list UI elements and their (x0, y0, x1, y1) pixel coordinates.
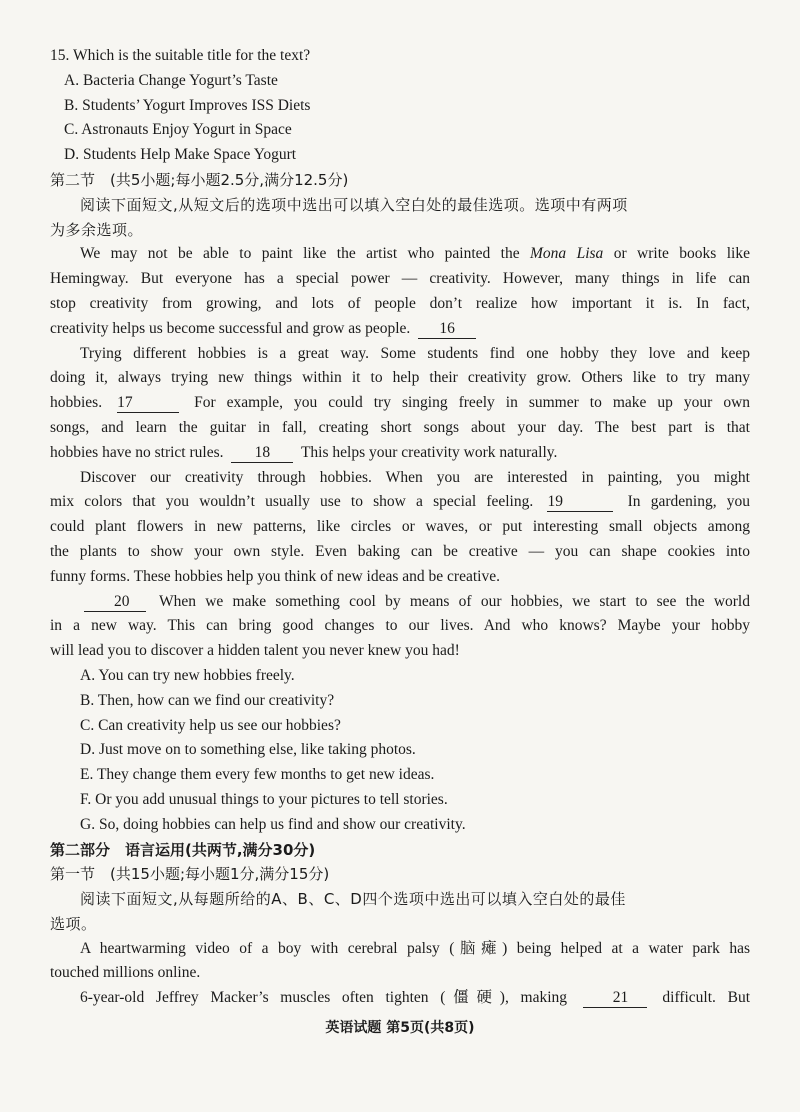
section2-option-c: C. Can creativity help us see our hobbies? (80, 716, 341, 734)
passage-p2-line3 (50, 391, 750, 416)
section2-heading: 第二节 (共5小题;每小题2.5分,满分12.5分) (50, 170, 349, 189)
passage-p4-line2: in a new way. This can bring good changes to our lives. And who knows? Maybe your hobby (50, 617, 750, 635)
passage-p3-line2 (50, 490, 750, 515)
blank-17: 17 (117, 394, 179, 413)
passage-p3-line4: the plants to show your own style. Even baking can be creative — you can shape cookies into (50, 542, 750, 560)
passage-p3-line1: Discover our creativity through hobbies. When you are interested in painting, you might (80, 468, 750, 486)
blank-19: 19 (547, 493, 613, 512)
cloze-p1-line1: A heartwarming video of a boy with cerebral palsy (脑瘫) being helped at a water park has (80, 939, 750, 957)
section2-option-f: F. Or you add unusual things to your pictures to tell stories. (80, 790, 448, 808)
part2-instruction-line1: 阅读下面短文,从每题所给的A、B、C、D四个选项中选出可以填入空白处的最佳 (80, 890, 626, 909)
cloze-p2-line1 (50, 986, 750, 1011)
text-run: mix colors that you wouldn’t usually use to show a special feeling. (50, 493, 534, 511)
text-run: difficult. But (662, 989, 750, 1007)
passage-p4-line3: will lead you to discover a hidden talent you never knew you had! (50, 642, 460, 660)
text-run: For example, you could try singing freely in summer to make up your own (194, 394, 751, 412)
page-footer: 英语试题 第5页(共8页) (325, 1020, 475, 1036)
part2-instruction-line2: 选项。 (50, 914, 97, 933)
passage-p2-line5 (50, 441, 750, 466)
text-run: creativity helps us become successful and grow as people. (50, 319, 411, 337)
q15-option-d: D. Students Help Make Space Yogurt (64, 146, 297, 164)
blank-16: 16 (418, 320, 476, 339)
passage-p1-line2: Hemingway. But everyone has a special power — creativity. However, many things in life can (50, 270, 750, 288)
q15-option-a: A. Bacteria Change Yogurt’s Taste (64, 71, 278, 89)
blank-20: 20 (84, 593, 146, 612)
passage-p3-line3: could plant flowers in new patterns, like circles or waves, or put interesting small objects among (50, 518, 750, 536)
section2-option-d: D. Just move on to something else, like taking photos. (80, 741, 416, 759)
text-run: We may not be able to paint like the artist who painted the (80, 245, 531, 263)
part2-heading: 第二部分 语言运用(共两节,满分30分) (50, 840, 316, 859)
part2-sub-heading: 第一节 (共15小题;每小题1分,满分15分) (50, 865, 330, 884)
section2-option-g: G. So, doing hobbies can help us find and show our creativity. (80, 815, 466, 833)
blank-18: 18 (231, 444, 293, 463)
cloze-p1-line2: touched millions online. (50, 964, 201, 982)
q15-option-b: B. Students’ Yogurt Improves ISS Diets (64, 96, 311, 114)
text-run: This helps your creativity work naturally. (300, 443, 558, 461)
section2-option-e: E. They change them every few months to get new ideas. (80, 766, 435, 784)
passage-p3-line5: funny forms. These hobbies help you think of new ideas and be creative. (50, 567, 500, 585)
passage-p2-line1: Trying different hobbies is a great way. Some students find one hobby they love and keep (80, 344, 750, 362)
q15-stem: 15. Which is the suitable title for the text? (50, 47, 311, 64)
passage-p1-line4 (50, 317, 750, 342)
section2-option-b: B. Then, how can we find our creativity? (80, 691, 335, 709)
section2-instruction-line2: 为多余选项。 (50, 220, 144, 239)
exam-page (50, 44, 750, 1011)
q15-option-c: C. Astronauts Enjoy Yogurt in Space (64, 121, 292, 139)
text-run: 6-year-old Jeffrey Macker’s muscles often tighten (僵硬), making (80, 989, 568, 1007)
text-run: When we make something cool by means of our hobbies, we start to see the world (158, 592, 750, 610)
passage-p2-line4: songs, and learn the guitar in fall, creating short songs about your day. The best part is that (50, 418, 750, 436)
text-run: or write books like (603, 245, 750, 263)
text-run: hobbies. (50, 394, 103, 412)
section2-instruction-line1: 阅读下面短文,从短文后的选项中选出可以填入空白处的最佳选项。选项中有两项 (80, 195, 628, 214)
blank-21: 21 (583, 989, 647, 1008)
passage-p4-line1 (50, 590, 750, 615)
section2-option-a: A. You can try new hobbies freely. (80, 666, 295, 684)
passage-p2-line2: doing it, always trying new things within it to help their creativity grow. Others like to try many (50, 369, 750, 387)
text-run: hobbies have no strict rules. (50, 443, 224, 461)
artwork-title: Mona Lisa (530, 245, 604, 263)
text-run: In gardening, you (627, 493, 751, 511)
passage-p1-line1 (50, 242, 750, 267)
passage-p1-line3: stop creativity from growing, and lots of people don’t realize how important it is. In fact, (50, 294, 750, 312)
